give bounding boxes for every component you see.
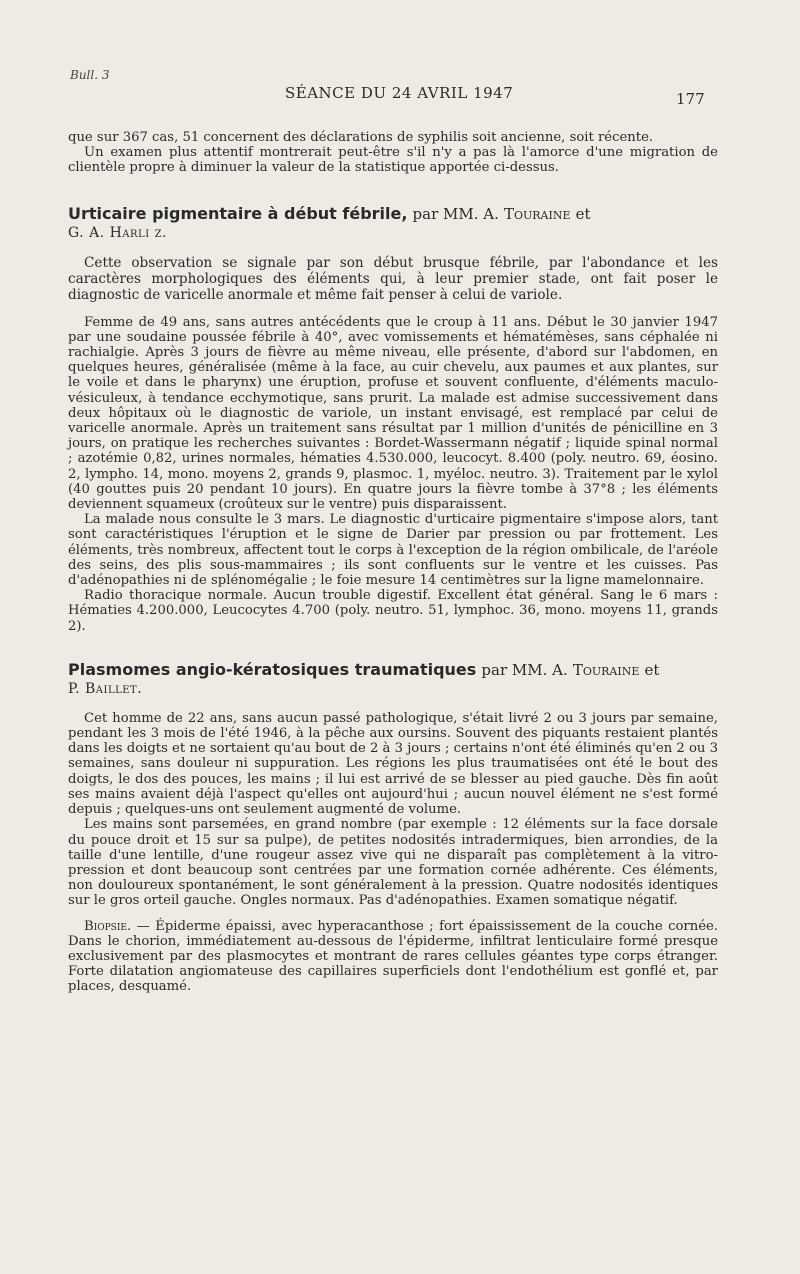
article1-paragraph-3: Radio thoracique normale. Aucun trouble digestif. Excellent état général. Sang le 6 mars : Hématies 4.200.000, Leucocytes 4.700 (poly. neutro. 51, lymphoc. 36, mono. moyens 11, grands 2). bbox=[68, 588, 718, 634]
article2-paragraph-2: Les mains sont parsemées, en grand nombre (par exemple : 12 éléments sur la face dorsale du pouce droit et 15 sur sa pulpe), de petites nodosités intradermiques, bien arrondies, de la taille d'une lentille, d'une rougeur assez vive qui ne disparaît pas complètement à la vitro-pression et dont beaucoup sont centrées par une formation cornée adhérente. Ces éléments, non douloureux spontanément, le sont généralement à la pression. Quatre nodosités identiques sur le gros orteil gauche. Ongles normaux. Pas d'adénopathies. Examen somatique négatif. bbox=[68, 817, 718, 909]
article2-heading bbox=[68, 660, 718, 699]
article2-title: Plasmomes angio-kératosiques traumatiques bbox=[68, 659, 477, 679]
intro-paragraph-2: Un examen plus attentif montrerait peut-être s'il n'y a pas là l'amorce d'une migration de clientèle propre à diminuer la valeur de la statistique apportée ci-dessus. bbox=[68, 145, 718, 176]
article1-author1: Touraine bbox=[503, 204, 571, 223]
journal-label: Bull. 3 bbox=[70, 68, 110, 82]
article2-paragraph-1: Cet homme de 22 ans, sans aucun passé pathologique, s'était livré 2 ou 3 jours par semaine, pendant les 3 mois de l'été 1946, à la pêche aux oursins. Souvent des piquants restaient plantés dans les doigts et ne sortaient qu'au bout de 2 à 3 jours ; certains n'ont été éliminés qu'en 2 ou 3 semaines, sans douleur ni suppuration. Les régions les plus traumatisées ont été le bout des doigts, le dos des pouces, les mains ; il lui est arrivé de se blesser au pied gauche. Dès fin août ses mains avaient déjà l'aspect qu'elles ont aujourd'hui ; aucun nouvel élément ne s'est formé depuis ; quelques-uns ont seulement augmenté de volume. bbox=[68, 710, 718, 818]
article1-summary: Cette observation se signale par son début brusque fébrile, par l'abondance et les caractères morphologiques des éléments qui, à leur premier stade, ont fait poser le diagnostic de varicelle anormale et même fait penser à celui de variole. bbox=[68, 254, 718, 303]
biopsy-text: — Épiderme épaissi, avec hyperacanthose ; fort épaississement de la couche cornée. Dans le chorion, immédiatement au-dessous de l'épiderme, infiltrat lenticulaire formé presque exclusivement par des plasmocytes et montrant de rares cellules géantes type corps étranger. Forte dilatation angiomateuse des capillaires superficiels dont l'endothélium est gonflé et, par places, desquamé. bbox=[68, 918, 718, 995]
article1-conj: et bbox=[575, 204, 591, 223]
date-month: AVRIL bbox=[417, 84, 468, 102]
article2-conj: et bbox=[644, 660, 660, 679]
article1-title: Urticaire pigmentaire à début fébrile, bbox=[68, 203, 408, 223]
main-text bbox=[68, 130, 718, 995]
article1-author2: G. A. Harli z. bbox=[68, 224, 167, 241]
page-number: 177 bbox=[676, 90, 705, 108]
session-title bbox=[285, 84, 513, 102]
biopsy-label: Biopsie. bbox=[84, 918, 132, 934]
title-prefix: SÉANCE DU bbox=[285, 84, 387, 102]
article1-heading bbox=[68, 204, 718, 243]
article2-author2: P. Baillet. bbox=[68, 680, 143, 697]
article1-paragraph-1: Femme de 49 ans, sans autres antécédents que le croup à 11 ans. Début le 30 janvier 1947 par une soudaine poussée fébrile à 40°, avec vomissements et hématémèses, sans céphalée ni rachialgie. Après 3 jours de fièvre au même niveau, elle présente, d'abord sur l'abdomen, en quelques heures, généralisée (même à la face, au cuir chevelu, aux paumes et aux plantes, sur le voile et dans le pharynx) une éruption, profuse et souvent confluente, d'éléments maculo-vésiculeux, à tendance ecchymotique, sans prurit. La malade est admise successivement dans deux hôpitaux où le diagnostic de variole, un instant envisagé, est remplacé par celui de varicelle anormale. Après un traitement sans résultat par 1 million d'unités de pénicilline en 3 jours, on pratique les recherches suivantes : Bordet-Wassermann négatif ; liquide spinal normal ; azotémie 0,82, urines normales, hématies 4.530.000, leucocyt. 8.400 (poly. neutro. 69, éosino. 2, lympho. 14, mono. moyens 2, grands 9, plasmoc. 1, myéloc. neutro. 3). Traitement par le xylol (40 gouttes puis 20 pendant 10 jours). En quatre jours la fièvre tombe à 37°8 ; les éléments deviennent squameux (croûteux sur le ventre) puis disparaissent. bbox=[68, 314, 718, 513]
year: 1947 bbox=[473, 84, 514, 102]
article2-authors-prefix: par MM. A. bbox=[481, 660, 568, 679]
intro-paragraph-1: que sur 367 cas, 51 concernent des déclarations de syphilis soit ancienne, soit récente. bbox=[68, 130, 654, 145]
date-day: 24 bbox=[391, 84, 412, 102]
article2-biopsy bbox=[68, 919, 718, 995]
article1-paragraph-2: La malade nous consulte le 3 mars. Le diagnostic d'urticaire pigmentaire s'impose alors, tant sont caractéristiques l'éruption et le signe de Darier par pression ou par frottement. Les éléments, très nombreux, affectent tout le corps à l'exception de la région ombilicale, de l'aréole des seins, des plis sous-mammaires ; ils sont confluents sur le ventre et les cuisses. Pas d'adénopathies ni de splénomégalie ; le foie mesure 14 centimètres sur la ligne mamelonnaire. bbox=[68, 512, 718, 589]
article2-author1: Touraine bbox=[572, 660, 640, 679]
article1-authors-prefix: par MM. A. bbox=[412, 204, 499, 223]
